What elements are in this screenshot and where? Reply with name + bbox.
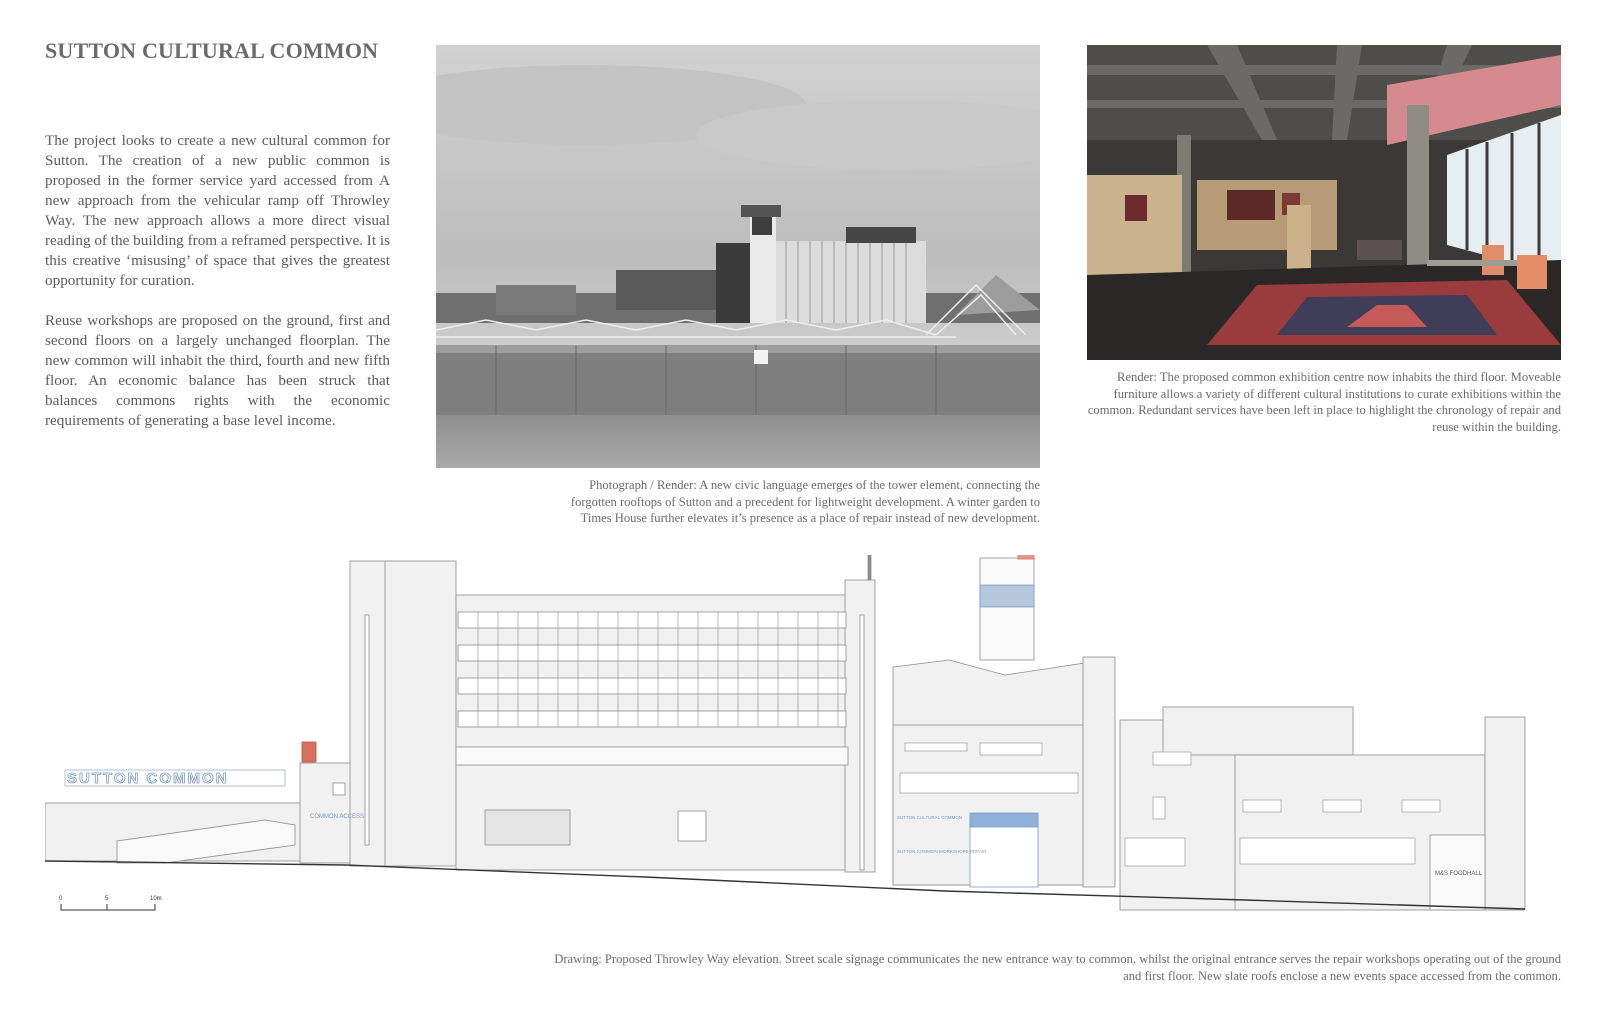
scale-label-10m: 10m [150,896,162,902]
reuse-paragraph: Reuse workshops are proposed on the ground, first and second floors on a largely unchanged floorplan. The new common will inhabit the third, fourth and new fifth floor. An economic balance has been struck that balances commons rights with the economic requirements of generating a base level income. [45,312,390,429]
intro-paragraph: The project looks to create a new cultural common for Sutton. The creation of a new public common is proposed in the former service yard accessed from A new approach from the vehicular ramp off Throwley Way. The new approach allows a more direct visual reading of the building from a reframed perspective. It is this creative ‘misusing’ of space that gives the greatest opportunity for curation. [45,132,390,289]
scale-label-0: 0 [59,896,63,902]
interior-render [1087,45,1561,360]
page-title: SUTTON CULTURAL COMMON [45,38,379,63]
scale-label-5: 5 [105,896,109,902]
building-sign-label: SUTTON CULTURAL COMMON [897,815,963,820]
throwley-way-elevation [45,555,1561,935]
drawing-caption: Drawing: Proposed Throwley Way elevation. Street scale signage communicates the new entrance way to common, whilst the original entrance serves the repair workshops operating out of the ground and first floor. New slate roofs enclose a new events space accessed from the common. [554,952,1561,983]
render-caption: Render: The proposed common exhibition centre now inhabits the third floor. Moveable furniture allows a variety of different cultural institutions to curate exhibitions within the common. Redundant services have been left in place to highlight the chronology of repair and reuse within the building. [1087,370,1561,434]
elevation-drawing [45,555,1561,935]
common-access-label: COMMON ACCESS [310,814,365,820]
scale-bar [59,896,162,910]
photograph-caption: Photograph / Render: A new civic language emerges of the tower element, connecting the forgotten rooftops of Sutton and a precedent for lightweight development. A winter garden to Times House further elevates it’s presence as a place of repair instead of new development. [570,478,1040,525]
rooftop-photograph [436,45,1040,468]
sutton-common-sign: SUTTON COMMON [67,770,229,787]
interior-render-illustration [1087,45,1561,360]
foodhall-label: M&S FOODHALL [1435,871,1483,877]
workshops-label: SUTTON COMMON WORKSHOPS REPAIR [897,849,987,854]
rooftop-photo-illustration [436,45,1040,468]
